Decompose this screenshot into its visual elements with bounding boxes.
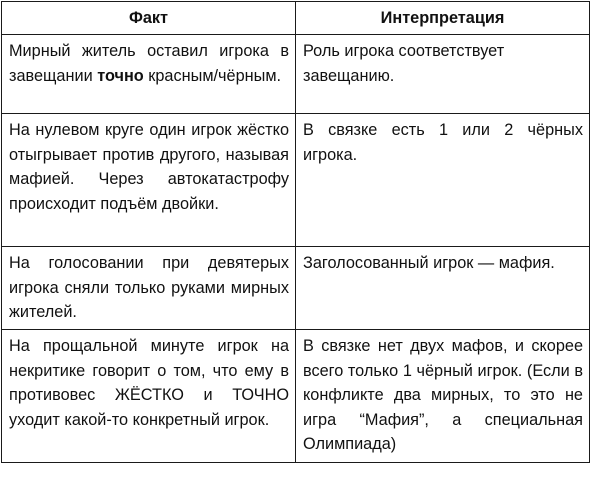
fact-cell [2, 35, 296, 114]
table-row [2, 247, 590, 330]
header-row [2, 2, 590, 35]
fact-bold-text: точно [97, 66, 144, 85]
fact-cell [2, 330, 296, 463]
table-row [2, 114, 590, 247]
header-interpretation: Интерпретация [296, 2, 590, 35]
fact-cell [2, 247, 296, 330]
interpretation-text: Роль игрока соответствует завещанию. [303, 42, 505, 85]
interpretation-text: В связке есть 1 или 2 чёрных игрока. [303, 121, 583, 164]
interpretation-cell [296, 330, 590, 463]
interpretation-text: Заголосованный игрок — мафия. [303, 254, 555, 272]
interpretation-cell [296, 114, 590, 247]
fact-cell [2, 114, 296, 247]
header-fact: Факт [2, 2, 296, 35]
table-header [2, 2, 590, 35]
fact-text: Мирный житель оставил игрока в завещании [9, 42, 289, 85]
table-body [2, 35, 590, 463]
interpretation-cell [296, 247, 590, 330]
table-row [2, 330, 590, 463]
interpretation-cell [296, 35, 590, 114]
fact-text: На нулевом круге один игрок жёстко отыгрывает против другого, называя мафией. Через автокатастрофу происходит подъём двойки. [9, 121, 289, 213]
table-row [2, 35, 590, 114]
interpretation-text: В связке нет двух мафов, и скорее всего только 1 чёрный игрок. (Если в конфликте два мирных, то это не игра “Мафия”, а специальная Олимпиада) [303, 337, 583, 453]
fact-text: На прощальной минуте игрок на некритике говорит о том, что ему в противовес ЖЁСТКО и ТОЧНО уходит какой-то конкретный игрок. [9, 337, 289, 429]
fact-text: красным/чёрным. [143, 66, 282, 85]
fact-text: На голосовании при девятерых игрока сняли только руками мирных жителей. [9, 254, 289, 321]
fact-interpretation-table [1, 1, 590, 463]
